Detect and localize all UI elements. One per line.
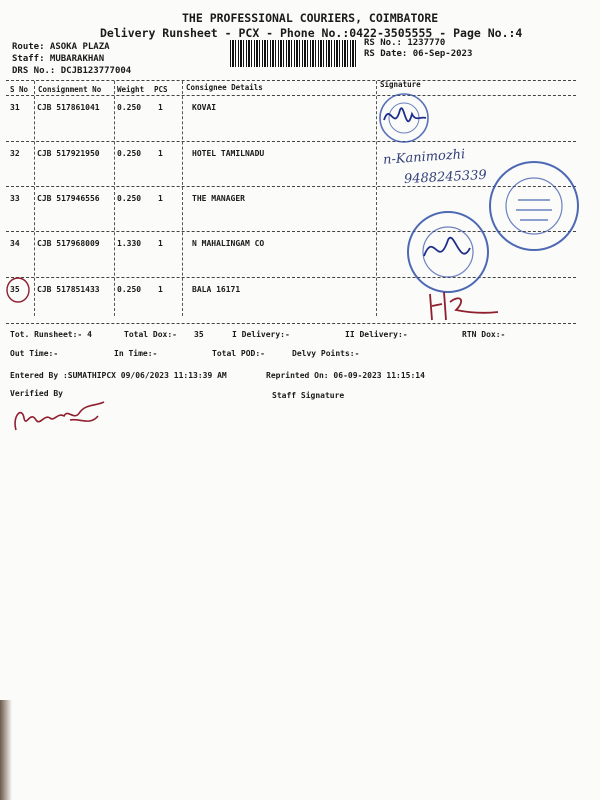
total-runsheet: Tot. Runsheet:- 4 [10,330,92,339]
i-delivery: I Delivery:- [232,330,290,339]
row-consignment: CJB 517861041 [37,103,100,112]
divider [6,95,576,96]
row-sno: 34 [10,239,20,248]
handwritten-name: n-Kanimozhi [382,147,466,168]
total-dox-label: Total Dox:- [124,330,177,339]
col-separator [34,81,35,316]
verifier-signature [10,396,110,436]
staff-label: Staff: MUBARAKHAN [12,54,105,64]
in-time: In Time:- [114,349,158,358]
row-sno: 31 [10,103,20,112]
row-consignee: THE MANAGER [192,194,245,203]
delivery-stamp [376,92,436,148]
col-signature: Signature [380,80,421,89]
row-weight: 0.250 [117,285,142,294]
row-sno: 35 [10,285,20,294]
row-consignment: CJB 517946556 [37,194,100,203]
col-separator [182,81,183,316]
out-time: Out Time:- [10,349,59,358]
verified-by: Verified By [10,389,63,398]
divider [6,80,576,81]
col-consignment: Consignment No [38,85,102,94]
row-pcs: 1 [158,285,163,294]
row-consignment: CJB 517921950 [37,149,100,158]
row-pcs: 1 [158,239,163,248]
col-separator [114,81,115,316]
consignee-signature [426,290,506,326]
row-consignee: KOVAI [192,103,217,112]
total-pod: Total POD:- [212,349,265,358]
col-weight: Weight [117,85,145,94]
row-consignee: N MAHALINGAM CO [192,239,265,248]
row-weight: 0.250 [117,103,142,112]
reprinted-on: Reprinted On: 06-09-2023 11:15:14 [266,371,425,380]
row-sno: 32 [10,149,20,158]
company-stamp [404,210,496,296]
col-consignee: Consignee Details [186,83,263,92]
col-sno: S No [10,85,29,94]
row-weight: 0.250 [117,194,142,203]
divider [6,141,576,142]
row-weight: 1.330 [117,239,142,248]
entered-by: Entered By :SUMATHIPCX 09/06/2023 11:13:39 AM [10,371,227,380]
total-dox-value: 35 [194,330,204,339]
drs-number: DRS No.: DCJB123777004 [12,66,132,76]
col-pcs: PCS [154,85,168,94]
route-label: Route: ASOKA PLAZA [12,42,110,52]
row-consignment: CJB 517968009 [37,239,100,248]
row-consignment: CJB 517851433 [37,285,100,294]
barcode [230,40,358,67]
handwritten-phone: 9488245339 [403,167,488,188]
staff-signature-label: Staff Signature [272,391,345,400]
society-stamp [486,160,590,256]
ii-delivery: II Delivery:- [345,330,408,339]
scan-shadow [0,700,12,800]
rtn-dox: RTN Dox:- [462,330,506,339]
hand-circle-mark [4,276,34,304]
row-sno: 33 [10,194,20,203]
row-pcs: 1 [158,149,163,158]
company-title: THE PROFESSIONAL COURIERS, COIMBATORE [182,11,439,25]
rs-date: RS Date: 06-Sep-2023 [364,49,473,59]
row-consignee: HOTEL TAMILNADU [192,149,265,158]
row-weight: 0.250 [117,149,142,158]
row-consignee: BALA 16171 [192,285,241,294]
delivery-points: Delvy Points:- [292,349,360,358]
runsheet-subtitle: Delivery Runsheet - PCX - Phone No.:0422-3505555 - Page No.:4 [100,26,523,40]
rs-number: RS No.: 1237770 [364,38,446,48]
row-pcs: 1 [158,194,163,203]
row-pcs: 1 [158,103,163,112]
